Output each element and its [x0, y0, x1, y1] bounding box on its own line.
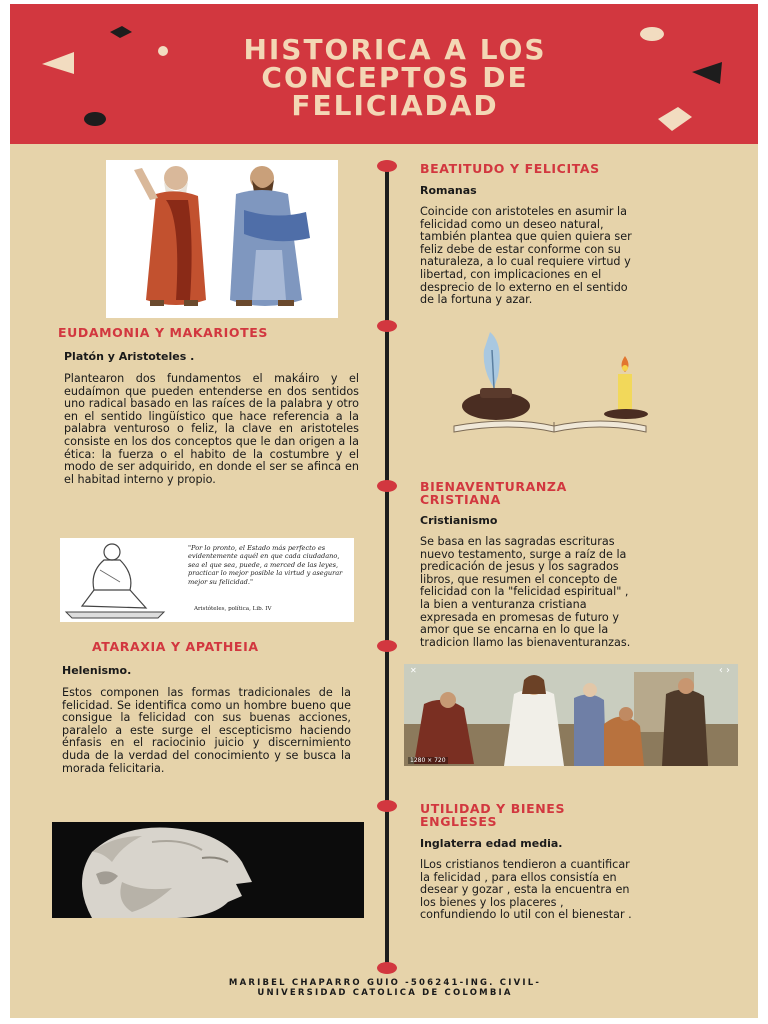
text-line: felicidad como un deseo natural, [420, 217, 604, 231]
text-line: de la fortuna y azar. [420, 293, 533, 307]
section-subtitle-ataraxia: Helenismo. [62, 664, 132, 677]
timeline-dot [377, 800, 397, 812]
section-title-ataraxia: ATARAXIA Y APATHEIA [92, 639, 259, 654]
section-subtitle-utilidad: Inglaterra edad media. [420, 837, 563, 850]
confetti-oval-light-icon [640, 27, 664, 41]
timeline-line [385, 165, 389, 973]
section-subtitle-beatitudo: Romanas [420, 184, 477, 197]
text-line: la bien a venturanza cristiana [420, 597, 587, 611]
image-size-label: 1280 × 720 [410, 757, 446, 764]
timeline-dot [377, 320, 397, 332]
marble-bust-image [52, 822, 364, 918]
text-line: desear y gozar , esta la encuentra en [420, 883, 630, 897]
text-line: los bienes y los placeres , [420, 895, 564, 909]
text-line: Se basa en las sagradas escrituras [420, 535, 615, 548]
text-line: desprecio de lo externo en el sentido [420, 280, 628, 294]
text-line: tradicion llamo las bienaventuranzas. [420, 635, 631, 649]
quote-text: "Por lo pronto, el Estado más perfecto es evidentemente aquél en que cada ciudadano, sea el que sea, puede, a merced de las leyes, practicar lo mejor posible la virtud y asegurar mejor su felicidad." [188, 544, 343, 586]
timeline-dot [377, 160, 397, 172]
jesus-healing-image [404, 664, 738, 766]
confetti-diamond-icon [656, 105, 694, 133]
confetti-triangle-icon [40, 50, 76, 76]
image-nav-arrows-icon[interactable]: ‹ › [718, 665, 730, 676]
timeline-dot [377, 962, 397, 974]
section-body-ataraxia: Estos componen las formas tradicionales de la felicidad. Se identifica como un hombre bueno que consigue la felicidad con sus buenas acciones, paralelo a este surge el escepticismo haciendo énfasis en el raciocinio juicio y discernimiento duda de la verdad del conocimiento y se busca la morada felicitaria. [62, 686, 351, 775]
text-line: Coincide con aristoteles en asumir la [420, 205, 627, 218]
section-title-bienaventuranza: BIENAVENTURANZA CRISTIANA [420, 479, 567, 507]
text-line: naturaleza, a lo cual requiere virtud y [420, 255, 631, 269]
footer-credits: MARIBEL CHAPARRO GUIO -506241-ING. CIVIL- UNIVERSIDAD CATOLICA DE COLOMBIA [228, 978, 542, 998]
section-title-eudamonia: EUDAMONIA Y MAKARIOTES [58, 325, 268, 340]
thinker-sketch-icon [60, 538, 170, 622]
plato-aristotle-image [106, 160, 338, 318]
text-line: expresada en promesas de futuro y [420, 610, 619, 624]
section-subtitle-bienaventuranza: Cristianismo [420, 514, 498, 527]
text-line: también plantea que quien quiera ser [420, 230, 632, 244]
section-body-beatitudo [420, 206, 740, 307]
text-line: libros, que resumen el concepto de [420, 572, 618, 586]
quote-source: Aristóteles, política, Lib. IV [194, 606, 272, 612]
text-line: libertad, con implicaciones en el [420, 267, 602, 281]
confetti-oval-icon [84, 112, 106, 126]
text-line: amor que se encarna en lo que la [420, 623, 609, 637]
text-line: nuevo testamento, surge a raíz de la [420, 547, 627, 561]
confetti-triangle-dark-icon [690, 60, 724, 86]
text-line: la felicidad , para ellos consistía en [420, 870, 617, 884]
text-line: confundiendo lo util con el bienestar . [420, 908, 632, 922]
section-title-beatitudo: BEATITUDO Y FELICITAS [420, 161, 600, 176]
close-icon[interactable]: ✕ [410, 666, 417, 675]
text-line: lLos cristianos tendieron a cuantificar [420, 858, 630, 871]
quill-candle-illustration [450, 330, 660, 440]
confetti-parallelogram-icon [108, 24, 134, 40]
timeline-dot [377, 640, 397, 652]
confetti-dot-icon [158, 46, 168, 56]
section-body-utilidad [420, 859, 745, 922]
text-line: felicidad con la "felicidad espiritual" , [420, 585, 629, 599]
text-line: predicación de jesus y los sagrados [420, 560, 619, 574]
section-body-bienaventuranza [420, 536, 745, 649]
text-line: feliz debe de estar conforme con su [420, 242, 621, 256]
timeline-dot [377, 480, 397, 492]
section-title-utilidad: UTILIDAD Y BIENES ENGLESES [420, 801, 566, 829]
section-subtitle-eudamonia: Platón y Aristoteles . [64, 350, 195, 363]
section-body-eudamonia: Plantearon dos fundamentos el makáiro y el eudaímon que pueden entenderse en dos sentidos uno radical basado en las raíces de la palabra y otro en el sentido lingüístico que hace referencia a la palabra venturoso o feliz, la clave en aristoteles consiste en los dos conceptos que le dan origen a la ética: la fuerza o el habito de la costumbre y el modo de ser adquirido, en donde el ser se afinca en el habitad interno y propio. [64, 372, 359, 486]
page-title: HISTORICA A LOS CONCEPTOS DE FELICIADAD [243, 33, 547, 122]
aristotle-quote-card [60, 538, 354, 622]
